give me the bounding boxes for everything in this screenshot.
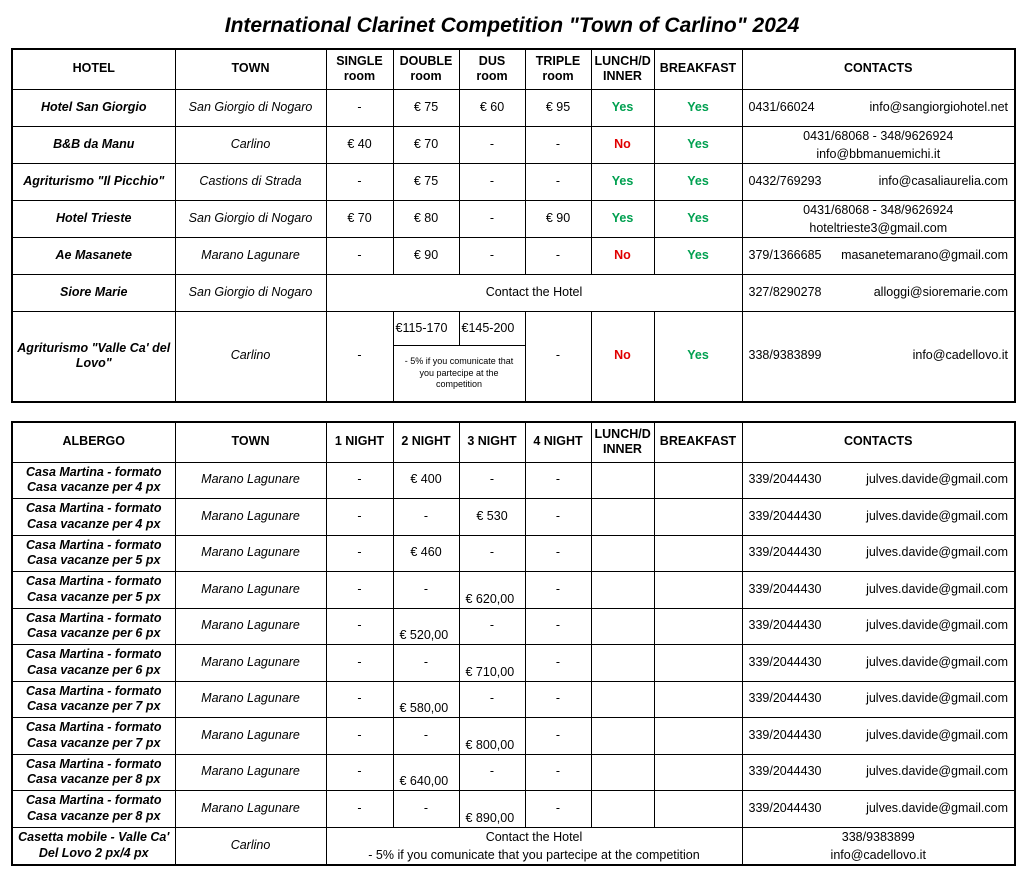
price-1-night: -	[326, 791, 393, 828]
price-double: € 75	[393, 89, 459, 126]
price-3-night: -	[459, 754, 525, 791]
lunch-status: Yes	[591, 89, 654, 126]
col-header-town: TOWN	[175, 49, 326, 89]
hotel-name: Hotel San Giorgio	[12, 89, 175, 126]
table-row	[12, 718, 1015, 755]
contact-cell	[742, 754, 1015, 791]
col-header-double: DOUBLE room	[393, 49, 459, 89]
price-4-night: -	[525, 535, 591, 572]
contact-cell	[742, 645, 1015, 682]
price-2-night: € 460	[393, 535, 459, 572]
albergo-table	[11, 421, 1016, 866]
contact-cell	[742, 535, 1015, 572]
contact-email: info@cadellovo.it	[912, 348, 1008, 363]
contact-phone: 339/2044430	[748, 764, 822, 779]
col-header-4-night: 4 NIGHT	[525, 422, 591, 462]
albergo-name: Casa Martina - formato Casa vacanze per 4 px	[12, 462, 175, 499]
price-single: -	[326, 163, 393, 200]
price-2-night: -	[393, 718, 459, 755]
table-row	[12, 238, 1015, 275]
price-triple: € 90	[525, 200, 591, 237]
breakfast-status-empty	[654, 535, 742, 572]
albergo-name: Casa Martina - formato Casa vacanze per 8 px	[12, 791, 175, 828]
discount-note: - 5% if you comunicate that you partecipe at the competition	[393, 346, 525, 402]
col-header-hotel: HOTEL	[12, 49, 175, 89]
price-4-night: -	[525, 462, 591, 499]
table-header-row	[12, 49, 1015, 89]
lunch-status-empty	[591, 462, 654, 499]
contact-email: julves.davide@gmail.com	[866, 581, 1008, 596]
price-dus: -	[459, 200, 525, 237]
price-single: -	[326, 89, 393, 126]
table-row	[12, 681, 1015, 718]
table-row	[12, 200, 1015, 237]
contact-cell	[742, 572, 1015, 609]
breakfast-status-empty	[654, 499, 742, 536]
contact-cell	[742, 718, 1015, 755]
contact-phone: 339/2044430	[748, 581, 822, 596]
contact-phone: 0431/68068 - 348/9626924	[803, 128, 954, 143]
contact-phone: 0432/769293	[748, 173, 822, 188]
albergo-town: Marano Lagunare	[175, 718, 326, 755]
albergo-town: Marano Lagunare	[175, 608, 326, 645]
albergo-town: Marano Lagunare	[175, 462, 326, 499]
contact-hotel-line: Contact the Hotel	[485, 829, 583, 844]
albergo-name: Casetta mobile - Valle Ca' Del Lovo 2 px/4 px	[12, 827, 175, 865]
price-dus: -	[459, 238, 525, 275]
albergo-rows	[12, 462, 1015, 827]
lunch-status-empty	[591, 535, 654, 572]
price-2-night: € 640,00	[393, 754, 459, 791]
price-2-night: € 520,00	[393, 608, 459, 645]
col-header-breakfast: BREAKFAST	[654, 422, 742, 462]
hotel-name: Siore Marie	[12, 275, 175, 312]
col-header-dus: DUS room	[459, 49, 525, 89]
table-row	[12, 89, 1015, 126]
hotel-town: Carlino	[175, 126, 326, 163]
breakfast-status: Yes	[654, 89, 742, 126]
hotel-name: Agriturismo "Valle Ca' del Lovo"	[12, 312, 175, 402]
contact-cell	[742, 275, 1015, 312]
contact-email: julves.davide@gmail.com	[866, 800, 1008, 815]
table-row	[12, 275, 1015, 312]
price-2-night: -	[393, 572, 459, 609]
price-4-night: -	[525, 645, 591, 682]
contact-phone: 339/2044430	[748, 727, 822, 742]
price-double: € 75	[393, 163, 459, 200]
breakfast-status-empty	[654, 791, 742, 828]
contact-email: julves.davide@gmail.com	[866, 691, 1008, 706]
col-header-contacts: CONTACTS	[742, 49, 1015, 89]
contact-phone: 339/2044430	[748, 618, 822, 633]
breakfast-status-empty	[654, 462, 742, 499]
price-1-night: -	[326, 754, 393, 791]
price-triple: -	[525, 312, 591, 402]
price-3-night: € 890,00	[459, 791, 525, 828]
breakfast-status: Yes	[654, 238, 742, 275]
hotel-name: Agriturismo "Il Picchio"	[12, 163, 175, 200]
col-header-triple: TRIPLE room	[525, 49, 591, 89]
contact-phone: 339/2044430	[748, 472, 822, 487]
albergo-name: Casa Martina - formato Casa vacanze per 7 px	[12, 718, 175, 755]
albergo-town: Marano Lagunare	[175, 681, 326, 718]
price-dus: -	[459, 163, 525, 200]
contact-email: masanetemarano@gmail.com	[841, 248, 1008, 263]
price-4-night: -	[525, 754, 591, 791]
price-3-night: € 620,00	[459, 572, 525, 609]
table-row	[12, 608, 1015, 645]
price-4-night: -	[525, 572, 591, 609]
price-2-night: -	[393, 791, 459, 828]
contact-email: julves.davide@gmail.com	[866, 727, 1008, 742]
breakfast-status-empty	[654, 754, 742, 791]
lunch-status-empty	[591, 718, 654, 755]
albergo-town: Marano Lagunare	[175, 754, 326, 791]
price-double: € 70	[393, 126, 459, 163]
col-header-lunch: LUNCH/D INNER	[591, 49, 654, 89]
contact-email: julves.davide@gmail.com	[866, 508, 1008, 523]
contact-cell	[742, 89, 1015, 126]
contact-phone: 0431/66024	[748, 99, 815, 114]
price-3-night: € 710,00	[459, 645, 525, 682]
albergo-town: Marano Lagunare	[175, 645, 326, 682]
lunch-status-empty	[591, 499, 654, 536]
price-2-night: € 580,00	[393, 681, 459, 718]
contact-cell	[742, 163, 1015, 200]
lunch-status-empty	[591, 645, 654, 682]
breakfast-status: Yes	[654, 126, 742, 163]
contact-email: julves.davide@gmail.com	[866, 654, 1008, 669]
table-row	[12, 126, 1015, 163]
lunch-status-empty	[591, 572, 654, 609]
contact-email: info@casaliaurelia.com	[878, 173, 1008, 188]
price-triple: -	[525, 126, 591, 163]
albergo-name: Casa Martina - formato Casa vacanze per 6 px	[12, 645, 175, 682]
table-row	[12, 645, 1015, 682]
albergo-name: Casa Martina - formato Casa vacanze per 7 px	[12, 681, 175, 718]
albergo-town: Carlino	[175, 827, 326, 865]
lunch-status-empty	[591, 791, 654, 828]
price-double: € 80	[393, 200, 459, 237]
lunch-status: Yes	[591, 163, 654, 200]
col-header-contacts: CONTACTS	[742, 422, 1015, 462]
albergo-town: Marano Lagunare	[175, 572, 326, 609]
price-1-night: -	[326, 499, 393, 536]
lunch-status-empty	[591, 608, 654, 645]
contact-email: info@sangiorgiohotel.net	[869, 99, 1008, 114]
price-2-night: -	[393, 499, 459, 536]
contact-cell	[742, 681, 1015, 718]
contact-phone: 339/2044430	[748, 654, 822, 669]
contact-cell	[742, 312, 1015, 402]
col-header-3-night: 3 NIGHT	[459, 422, 525, 462]
price-2-night: -	[393, 645, 459, 682]
table-row	[12, 572, 1015, 609]
price-2-night: € 400	[393, 462, 459, 499]
price-dus: €145-200	[459, 312, 525, 346]
price-3-night: € 800,00	[459, 718, 525, 755]
contact-phone: 339/2044430	[748, 508, 822, 523]
contact-phone: 339/2044430	[748, 691, 822, 706]
col-header-2-night: 2 NIGHT	[393, 422, 459, 462]
contact-cell	[742, 126, 1015, 163]
price-4-night: -	[525, 499, 591, 536]
price-3-night: -	[459, 462, 525, 499]
albergo-name: Casa Martina - formato Casa vacanze per 5 px	[12, 535, 175, 572]
price-1-night: -	[326, 572, 393, 609]
breakfast-status-empty	[654, 645, 742, 682]
price-single: € 40	[326, 126, 393, 163]
contact-email: hoteltrieste3@gmail.com	[809, 220, 948, 235]
contact-cell	[742, 462, 1015, 499]
col-header-1-night: 1 NIGHT	[326, 422, 393, 462]
price-1-night: -	[326, 681, 393, 718]
hotel-town: San Giorgio di Nogaro	[175, 89, 326, 126]
price-1-night: -	[326, 462, 393, 499]
contact-cell	[742, 791, 1015, 828]
lunch-status-empty	[591, 681, 654, 718]
col-header-single: SINGLE room	[326, 49, 393, 89]
contact-cell	[742, 499, 1015, 536]
hotel-town: San Giorgio di Nogaro	[175, 200, 326, 237]
contact-cell	[742, 200, 1015, 237]
breakfast-status-empty	[654, 681, 742, 718]
hotel-name: Ae Masanete	[12, 238, 175, 275]
breakfast-status: Yes	[654, 163, 742, 200]
lunch-status: No	[591, 312, 654, 402]
table-row	[12, 499, 1015, 536]
albergo-town: Marano Lagunare	[175, 499, 326, 536]
lunch-status: No	[591, 126, 654, 163]
lunch-status: No	[591, 238, 654, 275]
contact-email: info@bbmanuemichi.it	[816, 146, 941, 161]
hotel-town: Marano Lagunare	[175, 238, 326, 275]
contact-email: julves.davide@gmail.com	[866, 764, 1008, 779]
col-header-breakfast: BREAKFAST	[654, 49, 742, 89]
discount-note: - 5% if you comunicate that you partecipe at the competition	[368, 847, 700, 862]
breakfast-status-empty	[654, 718, 742, 755]
price-4-night: -	[525, 681, 591, 718]
lunch-status: Yes	[591, 200, 654, 237]
contact-phone: 339/2044430	[748, 545, 822, 560]
contact-cell	[742, 238, 1015, 275]
price-double: €115-170	[393, 312, 459, 346]
price-1-night: -	[326, 645, 393, 682]
contact-phone: 379/1366685	[748, 248, 822, 263]
hotel-name: Hotel Trieste	[12, 200, 175, 237]
contact-phone: 338/9383899	[841, 829, 915, 844]
albergo-town: Marano Lagunare	[175, 791, 326, 828]
price-dus: -	[459, 126, 525, 163]
contact-email: info@cadellovo.it	[830, 847, 926, 862]
hotel-town: Castions di Strada	[175, 163, 326, 200]
albergo-town: Marano Lagunare	[175, 535, 326, 572]
breakfast-status: Yes	[654, 312, 742, 402]
breakfast-status-empty	[654, 572, 742, 609]
price-single: -	[326, 238, 393, 275]
price-4-night: -	[525, 718, 591, 755]
price-1-night: -	[326, 718, 393, 755]
contact-phone: 327/8290278	[748, 285, 822, 300]
col-header-lunch: LUNCH/D INNER	[591, 422, 654, 462]
price-triple: € 95	[525, 89, 591, 126]
hotel-town: San Giorgio di Nogaro	[175, 275, 326, 312]
contact-cell	[742, 827, 1015, 865]
albergo-name: Casa Martina - formato Casa vacanze per 5 px	[12, 572, 175, 609]
contact-cell	[742, 608, 1015, 645]
page-title: International Clarinet Competition "Town of Carlino" 2024	[224, 14, 800, 37]
contact-email: julves.davide@gmail.com	[866, 618, 1008, 633]
breakfast-status: Yes	[654, 200, 742, 237]
table-row	[12, 827, 1015, 865]
albergo-name: Casa Martina - formato Casa vacanze per 4 px	[12, 499, 175, 536]
price-3-night: -	[459, 681, 525, 718]
contact-email: julves.davide@gmail.com	[866, 545, 1008, 560]
table-row	[12, 462, 1015, 499]
table-header-row	[12, 422, 1015, 462]
price-1-night: -	[326, 535, 393, 572]
breakfast-status-empty	[654, 608, 742, 645]
price-4-night: -	[525, 608, 591, 645]
price-single: -	[326, 312, 393, 402]
hotel-town: Carlino	[175, 312, 326, 402]
price-3-night: -	[459, 535, 525, 572]
contact-email: alloggi@sioremarie.com	[873, 285, 1008, 300]
hotel-name: B&B da Manu	[12, 126, 175, 163]
price-triple: -	[525, 163, 591, 200]
hotels-table	[11, 48, 1016, 403]
price-dus: € 60	[459, 89, 525, 126]
price-4-night: -	[525, 791, 591, 828]
contact-phone: 339/2044430	[748, 800, 822, 815]
table-row	[12, 535, 1015, 572]
contact-phone: 338/9383899	[748, 348, 822, 363]
contact-email: julves.davide@gmail.com	[866, 472, 1008, 487]
col-header-albergo: ALBERGO	[12, 422, 175, 462]
table-row	[12, 312, 1015, 346]
col-header-town: TOWN	[175, 422, 326, 462]
table-row	[12, 754, 1015, 791]
contact-phone: 0431/68068 - 348/9626924	[803, 202, 954, 217]
price-single: € 70	[326, 200, 393, 237]
contact-hotel-note	[326, 827, 742, 865]
table-row	[12, 791, 1015, 828]
table-row	[12, 163, 1015, 200]
lunch-status-empty	[591, 754, 654, 791]
albergo-name: Casa Martina - formato Casa vacanze per 8 px	[12, 754, 175, 791]
price-double: € 90	[393, 238, 459, 275]
price-3-night: -	[459, 608, 525, 645]
price-1-night: -	[326, 608, 393, 645]
albergo-name: Casa Martina - formato Casa vacanze per 6 px	[12, 608, 175, 645]
price-3-night: € 530	[459, 499, 525, 536]
contact-hotel-note: Contact the Hotel	[326, 275, 742, 312]
price-triple: -	[525, 238, 591, 275]
